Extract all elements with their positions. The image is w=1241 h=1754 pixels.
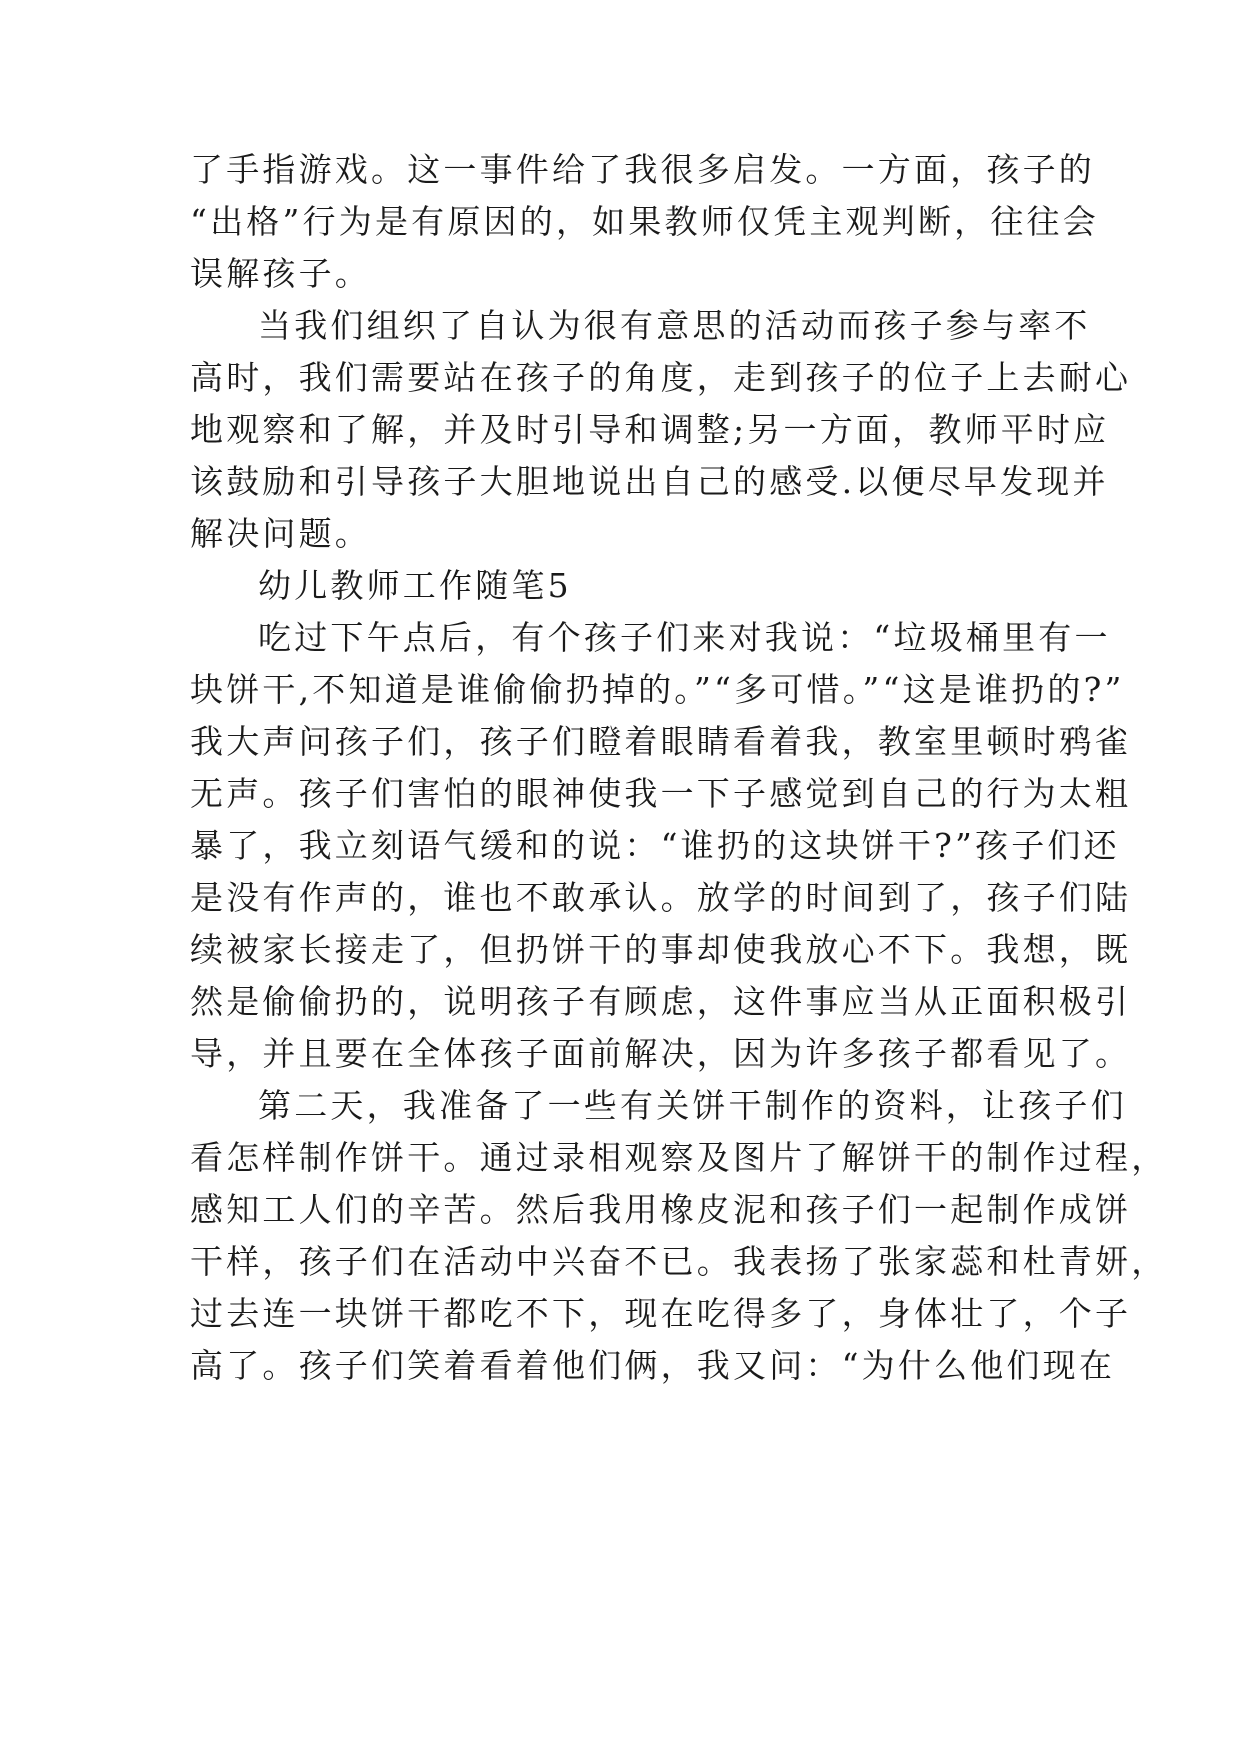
text-line: 暴了，我立刻语气缓和的说：“谁扔的这块饼干?”孩子们还: [190, 826, 1120, 865]
text-line: 误解孩子。: [190, 254, 371, 293]
text-line: 高了。孩子们笑着看着他们俩，我又问：“为什么他们现在: [190, 1346, 1116, 1385]
text-line: 看怎样制作饼干。通过录相观察及图片了解饼干的制作过程，: [190, 1138, 1168, 1177]
text-line: 解决问题。: [190, 514, 371, 553]
text-line: 干样，孩子们在活动中兴奋不已。我表扬了张家蕊和杜青妍，: [190, 1242, 1168, 1281]
text-line: 无声。孩子们害怕的眼神使我一下子感觉到自己的行为太粗: [190, 774, 1132, 813]
text-line: 该鼓励和引导孩子大胆地说出自己的感受.以便尽早发现并: [190, 462, 1109, 501]
text-line: 我大声问孩子们，孩子们瞪着眼睛看着我，教室里顿时鸦雀: [190, 722, 1132, 761]
paragraph-first-line: 吃过下午点后，有个孩子们来对我说：“垃圾桶里有一: [258, 618, 1111, 657]
text-line: 高时，我们需要站在孩子的角度，走到孩子的位子上去耐心: [190, 358, 1132, 397]
text-line: 过去连一块饼干都吃不下，现在吃得多了，身体壮了，个子: [190, 1294, 1132, 1333]
text-line: 地观察和了解，并及时引导和调整;另一方面，教师平时应: [190, 410, 1110, 449]
text-line: 感知工人们的辛苦。然后我用橡皮泥和孩子们一起制作成饼: [190, 1190, 1132, 1229]
section-heading: 幼儿教师工作随笔5: [258, 566, 572, 605]
text-line: 块饼干,不知道是谁偷偷扔掉的。”“多可惜。”“这是谁扔的?”: [190, 670, 1125, 709]
text-line: 续被家长接走了，但扔饼干的事却使我放心不下。我想，既: [190, 930, 1132, 969]
paragraph-first-line: 第二天，我准备了一些有关饼干制作的资料，让孩子们: [258, 1086, 1127, 1125]
text-line: 导，并且要在全体孩子面前解决，因为许多孩子都看见了。: [190, 1034, 1132, 1073]
text-line: 是没有作声的，谁也不敢承认。放学的时间到了，孩子们陆: [190, 878, 1132, 917]
text-line: 了手指游戏。这一事件给了我很多启发。一方面，孩子的: [190, 150, 1095, 189]
text-line: 然是偷偷扔的，说明孩子有顾虑，这件事应当从正面积极引: [190, 982, 1132, 1021]
text-line: “出格”行为是有原因的，如果教师仅凭主观判断，往往会: [190, 202, 1099, 241]
paragraph-first-line: 当我们组织了自认为很有意思的活动而孩子参与率不: [258, 306, 1091, 345]
